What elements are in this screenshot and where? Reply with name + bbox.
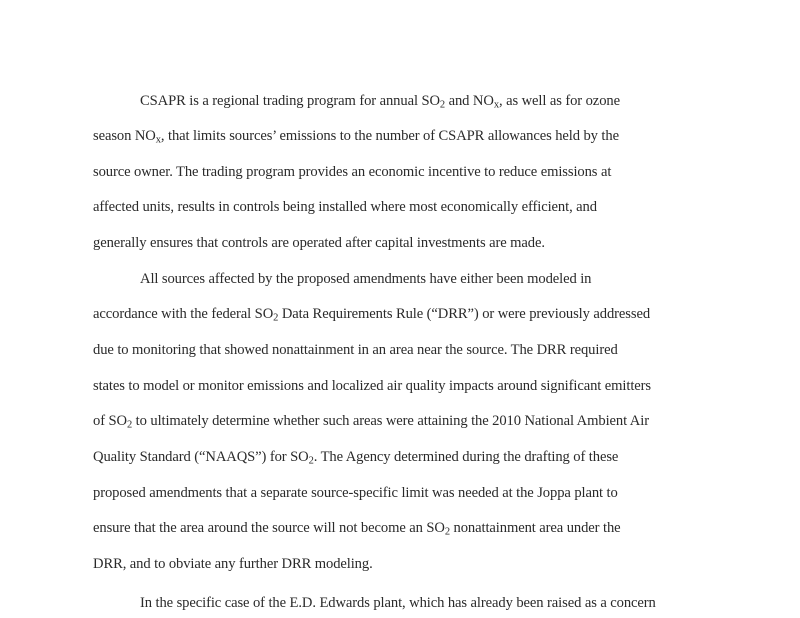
text-line: states to model or monitor emissions and localized air quality impacts around significant emitters	[93, 378, 652, 394]
text-line: season $NO_x$, that limits sources’ emissions to the number of CSAPR allowances held by the	[93, 128, 619, 146]
text-line: Quality Standard (“NAAQS”) for $SO_2$. The Agency determined during the drafting of these	[93, 449, 619, 467]
text-line: affected units, results in controls being installed where most economically efficient, and	[93, 199, 597, 215]
text-line: generally ensures that controls are operated after capital investments are made.	[93, 235, 545, 251]
text-line: DRR, and to obviate any further DRR modeling.	[93, 556, 373, 572]
text-line: proposed amendments that a separate source-specific limit was needed at the Joppa plant to	[93, 485, 618, 501]
text-line: accordance with the federal $SO_2$ Data Requirements Rule (“DRR”) or were previously addressed	[93, 306, 651, 324]
text-line: In the specific case of the E.D. Edwards plant, which has already been raised as a concern	[140, 595, 656, 611]
text-line: source owner. The trading program provides an economic incentive to reduce emissions at	[93, 164, 612, 180]
text-line: All sources affected by the proposed amendments have either been modeled in	[140, 271, 592, 287]
text-line: due to monitoring that showed nonattainment in an area near the source. The DRR required	[93, 342, 618, 358]
text-line: CSAPR is a regional trading program for annual $SO_2$ and $NO_x$, as well as for ozone	[140, 93, 620, 111]
text-line: ensure that the area around the source will not become an $SO_2$ nonattainment area under the	[93, 520, 621, 538]
text-line: of $SO_2$ to ultimately determine whether such areas were attaining the 2010 National Ambient Air	[93, 413, 649, 431]
